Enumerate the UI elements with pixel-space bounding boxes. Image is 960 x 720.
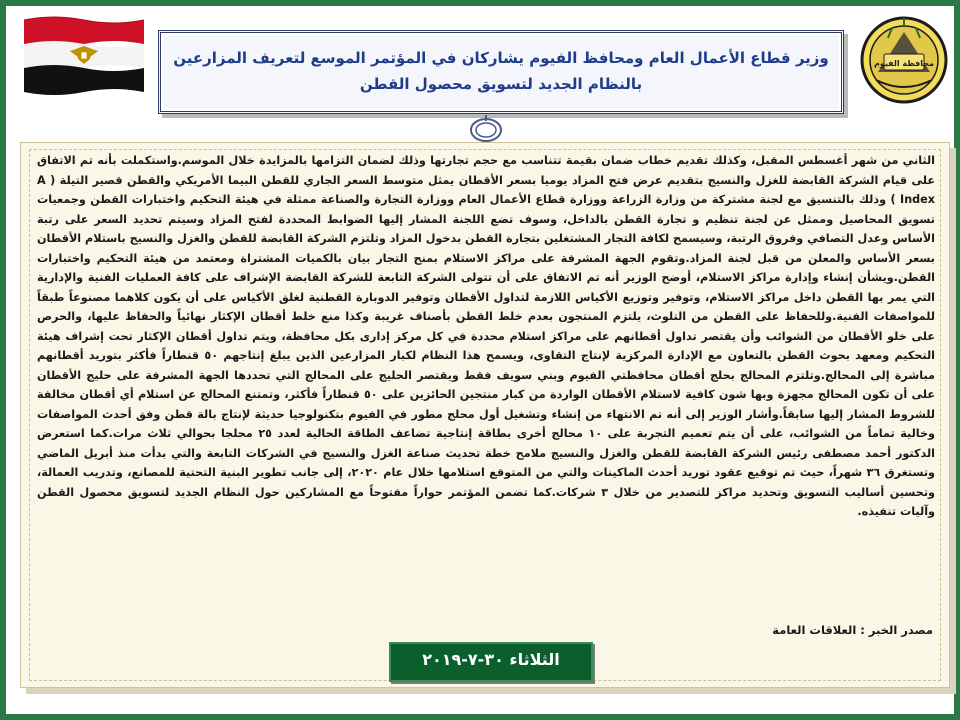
- article-body: الثاني من شهر أغسطس المقبل، وكذلك تقديم خطاب ضمان بقيمة تتناسب مع حجم تجارتها وذلك لضمان التزامها بالمزايدة خلال الموسم.واستكملت بأنه تم الاتفاق على قيام الشركة القابضة للغزل والنسيج بتقديم عرض فتح المزاد يوميا بسعر الأقطان يمثل متوسط السعر الجاري للقطن البيما الأمريكي والقطن قصير التيلة ( A Index ) وذلك بالتنسيق مع لجنة مشتركة من وزارة الزراعة ووزارة قطاع الأعمال العام ووزارة التجارة والصناعة ممثلة في هيئة التحكيم واختبارات القطن وجمعيات تسويق المحاصيل وممثل عن لجنة تنظيم و تجارة القطن بالداخل، وسوف تضع اللجنة المشار إليها الضوابط المحددة لفتح المزاد وسيتم تحديد السعر على رتبة الأساس وعدل التصافي وفروق الرتبة، وسيسمح لكافة التجار المشتغلين بتجارة القطن بدخول المزاد وتلتزم الشركة القابضة للقطن والغزل والنسيج باستلام الأقطان بسعر الأساس والمعلن من قبل لجنة المزاد.وتقوم الجهة المشرفة على مراكز الاستلام بمنح التجار بيان بالكميات المشتراة ومعتمد من هيئة التحكيم واختبارات القطن.ويشأن إنشاء وإدارة مراكز الاستلام، أوضح الوزير أنه تم الاتفاق على أن تتولى الشركة التابعة للشركة القابضة الإشراف على كافة العمليات الفنية والإدارية التي يمر بها القطن داخل مراكز الاستلام، وتوفير وتوزيع الأكياس اللازمة لتداول الأقطان وتوفير الدوبارة القطنية لغلق الأكياس على أن يكون كلاهما مصنوعاً طبقاً للمواصفات الفنية.وللحفاظ على القطن من التلوث، يلتزم المنتجون بعدم خلط القطن بأصناف غريبة وكذا منع خلط أقطان الإكثار نهائياً والحفاظ عليها، والحرص على خلو الأقطان من الشوائب وأن يقتصر تداول أقطانهم على مراكز استلام محددة في كل مركز إدارى بكل محافظة، ويتم تداول أقطان الإكثار تحت إشراف هيئة التحكيم ومعهد بحوث القطن بالتعاون مع الإدارة المركزية لإنتاج التقاوى، ويسمح هذا النظام لكبار المزارعين الذين يبلغ إنتاجهم ٥٠ قنطاراً فأكثر بتوريد أقطانهم مباشرة إلى المحالج.وتلتزم المحالج بحلج أقطان محافظتي الفيوم وبني سويف فقط ويقتصر الحليج على المحالج التي تحددها الجهة المشرفة على حليج الأقطان على أن تكون المحالج مجهزة وبها شون كافية لاستلام الأقطان الواردة من كبار منتجين الحائزين على ٥٠ قنطاراً فأكثر، وتمتنع المحالج عن استلام أي أقطان مخالفة للشروط المشار إليها سابقاً.وأشار الوزير إلى أنه تم الانتهاء من إنشاء وتشغيل أول محلج مطور في الفيوم بتكنولوجيا حديثة لإنتاج بالة قطن وفق أحدث المواصفات وخالية تماماً من الشوائب، على أن يتم تعميم التجربة على ١٠ محالج أخرى بطاقة إنتاجية تضاعف الطاقة الحالية لعدد ٢٥ محلجا بحوالي ثلاث مرات.كما استعرض الدكتور أحمد مصطفى رئيس الشركة القابضة للقطن والغزل والنسيج ملامح خطة تحديث صناعة الغزل والنسيج في الشركات التابعة والتي بدأت منذ أبريل الماضي وتستغرق ٣٦ شهراً، حيث تم توقيع عقود توريد أحدث الماكينات والتي من المتوقع استلامها خلال عام ٢٠٢٠، إلى جانب تطوير البنية التحتية للمصانع، وتدريب العمالة، وتحسين أساليب التسويق وتحديد مراكز للتصدير من خلال ٣ شركات.كما تضمن المؤتمر حواراً مفتوحاً مع المشاركين حول النظام الجديد لتسويق محصول القطن وآليات تنفيذه.: [37, 154, 936, 518]
- ring-ornament-icon: [465, 113, 507, 143]
- date-banner: [389, 642, 593, 682]
- news-source: مصدر الخبر : العلاقات العامة: [772, 623, 933, 637]
- governorate-logo-icon: [858, 14, 950, 106]
- article-date: الثلاثاء ٣٠-٧-٢٠١٩: [422, 650, 560, 669]
- egypt-flag-icon: [20, 14, 148, 98]
- article-panel: [20, 142, 950, 688]
- logo-text: محافظة الفيوم: [873, 59, 935, 68]
- page-title: وزير قطاع الأعمال العام ومحافظ الفيوم يشاركان في المؤتمر الموسع لتعريف المزارعين بالنظام الجديد لتسويق محصول القطن: [173, 49, 829, 93]
- header-banner: [158, 30, 844, 114]
